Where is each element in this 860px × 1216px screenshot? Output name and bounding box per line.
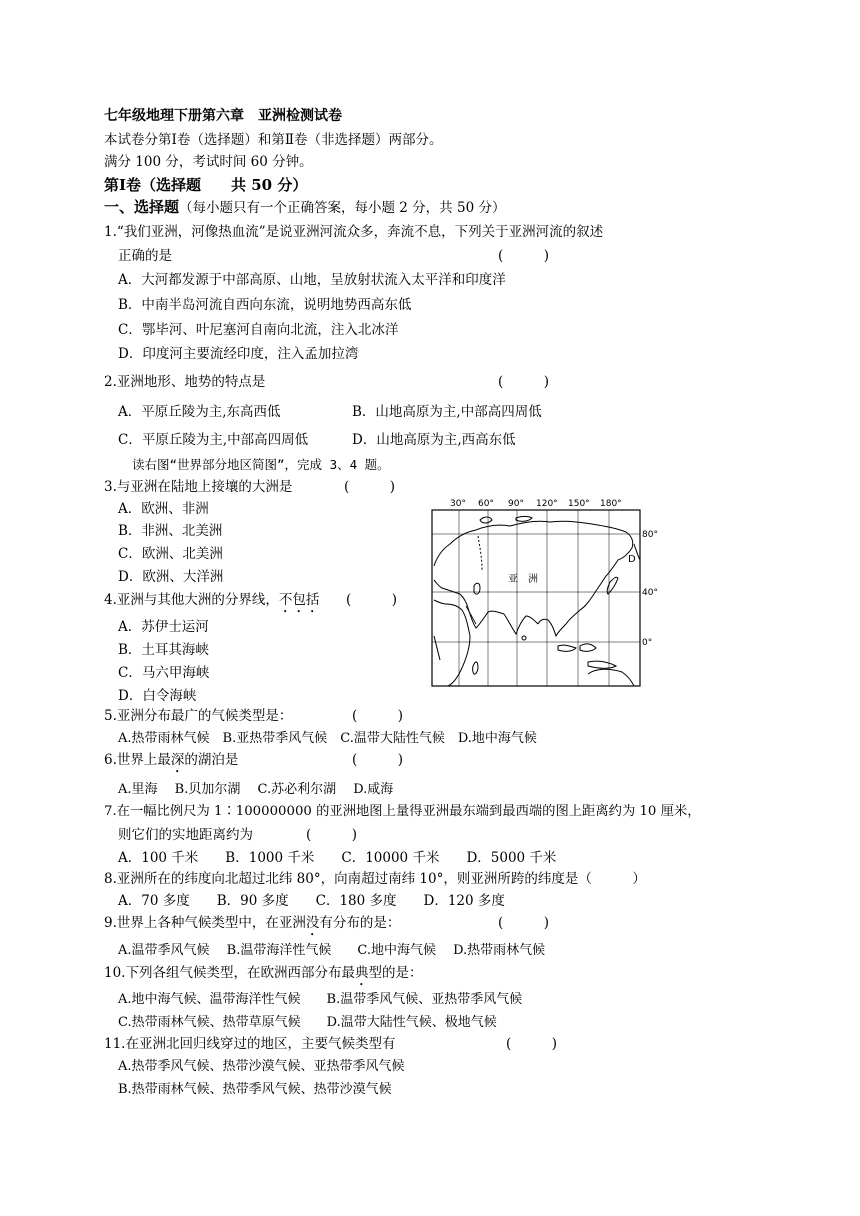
section1-heading bbox=[104, 197, 505, 218]
q3-option-d: D．欧洲、大洋洲 bbox=[118, 569, 224, 585]
lon-label-90: 90° bbox=[508, 499, 524, 509]
section1-note: （每小题只有一个正确答案，每小题 2 分，共 50 分） bbox=[179, 200, 506, 216]
lon-label-30: 30° bbox=[450, 499, 466, 509]
q11-stem: 11.在亚洲北回归线穿过的地区，主要气候类型有 bbox=[104, 1036, 396, 1052]
map-top-labels bbox=[450, 499, 622, 509]
q7-options: A．100 千米 B．1000 千米 C．10000 千米 D．5000 千米 bbox=[118, 850, 557, 866]
q1-answer-paren: ( ) bbox=[498, 248, 550, 264]
q9-answer-paren: ( ) bbox=[498, 915, 550, 931]
q6-answer-paren: ( ) bbox=[352, 752, 404, 768]
lon-label-120: 120° bbox=[536, 499, 558, 509]
q2-option-b: B．山地高原为主,中部高四周低 bbox=[352, 404, 542, 420]
q2-stem: 2.亚洲地形、地势的特点是 bbox=[104, 374, 266, 390]
q9-stem-post: 有分布的是： bbox=[319, 915, 401, 931]
lat-label-40: 40° bbox=[642, 588, 658, 598]
q6-stem-pre: 6.世界上最 bbox=[104, 752, 171, 768]
q10-options-line2: C.热带雨林气候、热带草原气候 D.温带大陆性气候、极地气候 bbox=[118, 1015, 497, 1030]
intro-line-1: 本试卷分第Ⅰ卷（选择题）和第Ⅱ卷（非选择题）两部分。 bbox=[104, 132, 443, 148]
q1-option-c: C．鄂毕河、叶尼塞河自南向北流，注入北冰洋 bbox=[118, 322, 399, 338]
q10-stem-post: 型的是： bbox=[368, 965, 423, 981]
q1-option-a: A．大河都发源于中部高原、山地，呈放射状流入太平洋和印度洋 bbox=[118, 272, 506, 288]
q4-stem-emphasis: 不包括 bbox=[278, 592, 320, 608]
q3-option-a: A．欧洲、非洲 bbox=[118, 501, 209, 517]
q10-stem-emphasis: 典 bbox=[354, 965, 369, 981]
q1-stem-line1: 1.“我们亚洲，河像热血流”是说亚洲河流众多，奔流不息，下列关于亚洲河流的叙述 bbox=[104, 224, 604, 240]
q6-stem-post: 的湖泊是 bbox=[184, 752, 239, 768]
q4-stem-text: 4.亚洲与其他大洲的分界线， bbox=[104, 592, 279, 608]
world-region-map bbox=[420, 496, 660, 692]
q6-stem-emphasis: 深 bbox=[170, 752, 185, 768]
q2-option-c: C．平原丘陵为主,中部高四周低 bbox=[118, 432, 309, 448]
q10-options-line1: A.地中海气候、温带海洋性气候 B.温带季风气候、亚热带季风气候 bbox=[118, 992, 523, 1007]
q5-answer-paren: ( ) bbox=[352, 708, 404, 724]
q11-option-a: A.热带季风气候、热带沙漠气候、亚热带季风气候 bbox=[118, 1059, 405, 1074]
q4-option-d: D．白令海峡 bbox=[118, 688, 197, 704]
q10-stem-pre: 10.下列各组气候类型，在欧洲西部分布最 bbox=[104, 965, 355, 981]
q9-stem-emphasis: 没 bbox=[305, 915, 320, 931]
q4-stem bbox=[104, 590, 319, 616]
lat-label-0: 0° bbox=[642, 638, 653, 648]
lon-label-180: 180° bbox=[600, 499, 622, 509]
q8-options: A．70 多度 B．90 多度 C．180 多度 D．120 多度 bbox=[118, 893, 505, 909]
lat-label-80: 80° bbox=[642, 530, 658, 540]
q9-stem bbox=[104, 913, 400, 939]
q9-options: A.温带季风气候 B.温带海洋性气候 C.地中海气候 D.热带雨林气候 bbox=[118, 943, 546, 958]
q3-option-c: C．欧洲、北美洲 bbox=[118, 546, 223, 562]
q4-option-c: C．马六甲海峡 bbox=[118, 665, 210, 681]
lon-label-60: 60° bbox=[478, 499, 494, 509]
q3-option-b: B．非洲、北美洲 bbox=[118, 523, 223, 539]
q2-option-a: A．平原丘陵为主,东高西低 bbox=[118, 404, 281, 420]
q8-stem: 8.亚洲所在的纬度向北超过北纬 80°，向南超过南纬 10°，则亚洲所跨的纬度是（ ） bbox=[104, 871, 646, 887]
read-map-instruction: 读右图“世界部分地区简图”，完成 3、4 题。 bbox=[132, 457, 390, 472]
intro-line-2: 满分 100 分，考试时间 60 分钟。 bbox=[104, 154, 313, 170]
q7-answer-paren: ( ) bbox=[306, 827, 358, 843]
q11-option-b: B.热带雨林气候、热带季风气候、热带沙漠气候 bbox=[118, 1082, 392, 1097]
q2-option-d: D．山地高原为主,西高东低 bbox=[352, 432, 516, 448]
q6-options: A.里海 B.贝加尔湖 C.苏必利尔湖 D.咸海 bbox=[118, 782, 394, 797]
section1-title: 一、选择题 bbox=[104, 198, 180, 216]
q4-option-b: B．土耳其海峡 bbox=[118, 642, 209, 658]
q4-answer-paren: ( ) bbox=[346, 592, 398, 608]
map-right-labels bbox=[642, 530, 658, 648]
q3-answer-paren: ( ) bbox=[344, 479, 396, 495]
q11-answer-paren: ( ) bbox=[506, 1036, 558, 1052]
q1-option-d: D．印度河主要流经印度，注入孟加拉湾 bbox=[118, 346, 359, 362]
map-region-label: 亚 洲 bbox=[508, 574, 538, 585]
exam-title: 七年级地理下册第六章 亚洲检测试卷 bbox=[104, 108, 342, 124]
q1-stem-line2: 正确的是 bbox=[118, 248, 172, 264]
q5-options: A.热带雨林气候 B.亚热带季风气候 C.温带大陆性气候 D.地中海气候 bbox=[118, 731, 537, 746]
q3-stem: 3.与亚洲在陆地上接壤的大洲是 bbox=[104, 479, 293, 495]
q7-stem-line1: 7.在一幅比例尺为 1∶100000000 的亚洲地图上量得亚洲最东端到最西端的图上距离约为 10 厘米， bbox=[104, 804, 701, 819]
q6-stem bbox=[104, 750, 238, 776]
q4-option-a: A．苏伊士运河 bbox=[118, 619, 209, 635]
part1-heading: 第Ⅰ卷（选择题 共 50 分） bbox=[104, 176, 308, 194]
q1-option-b: B．中南半岛河流自西向东流，说明地势西高东低 bbox=[118, 297, 412, 313]
lon-label-150: 150° bbox=[568, 499, 590, 509]
q10-stem bbox=[104, 963, 422, 989]
map-marker-d: D bbox=[628, 554, 636, 565]
q7-stem-line2: 则它们的实地距离约为 bbox=[118, 827, 253, 843]
q2-answer-paren: ( ) bbox=[498, 374, 550, 390]
q9-stem-pre: 9.世界上各种气候类型中，在亚洲 bbox=[104, 915, 306, 931]
q5-stem: 5.亚洲分布最广的气候类型是： bbox=[104, 708, 293, 724]
